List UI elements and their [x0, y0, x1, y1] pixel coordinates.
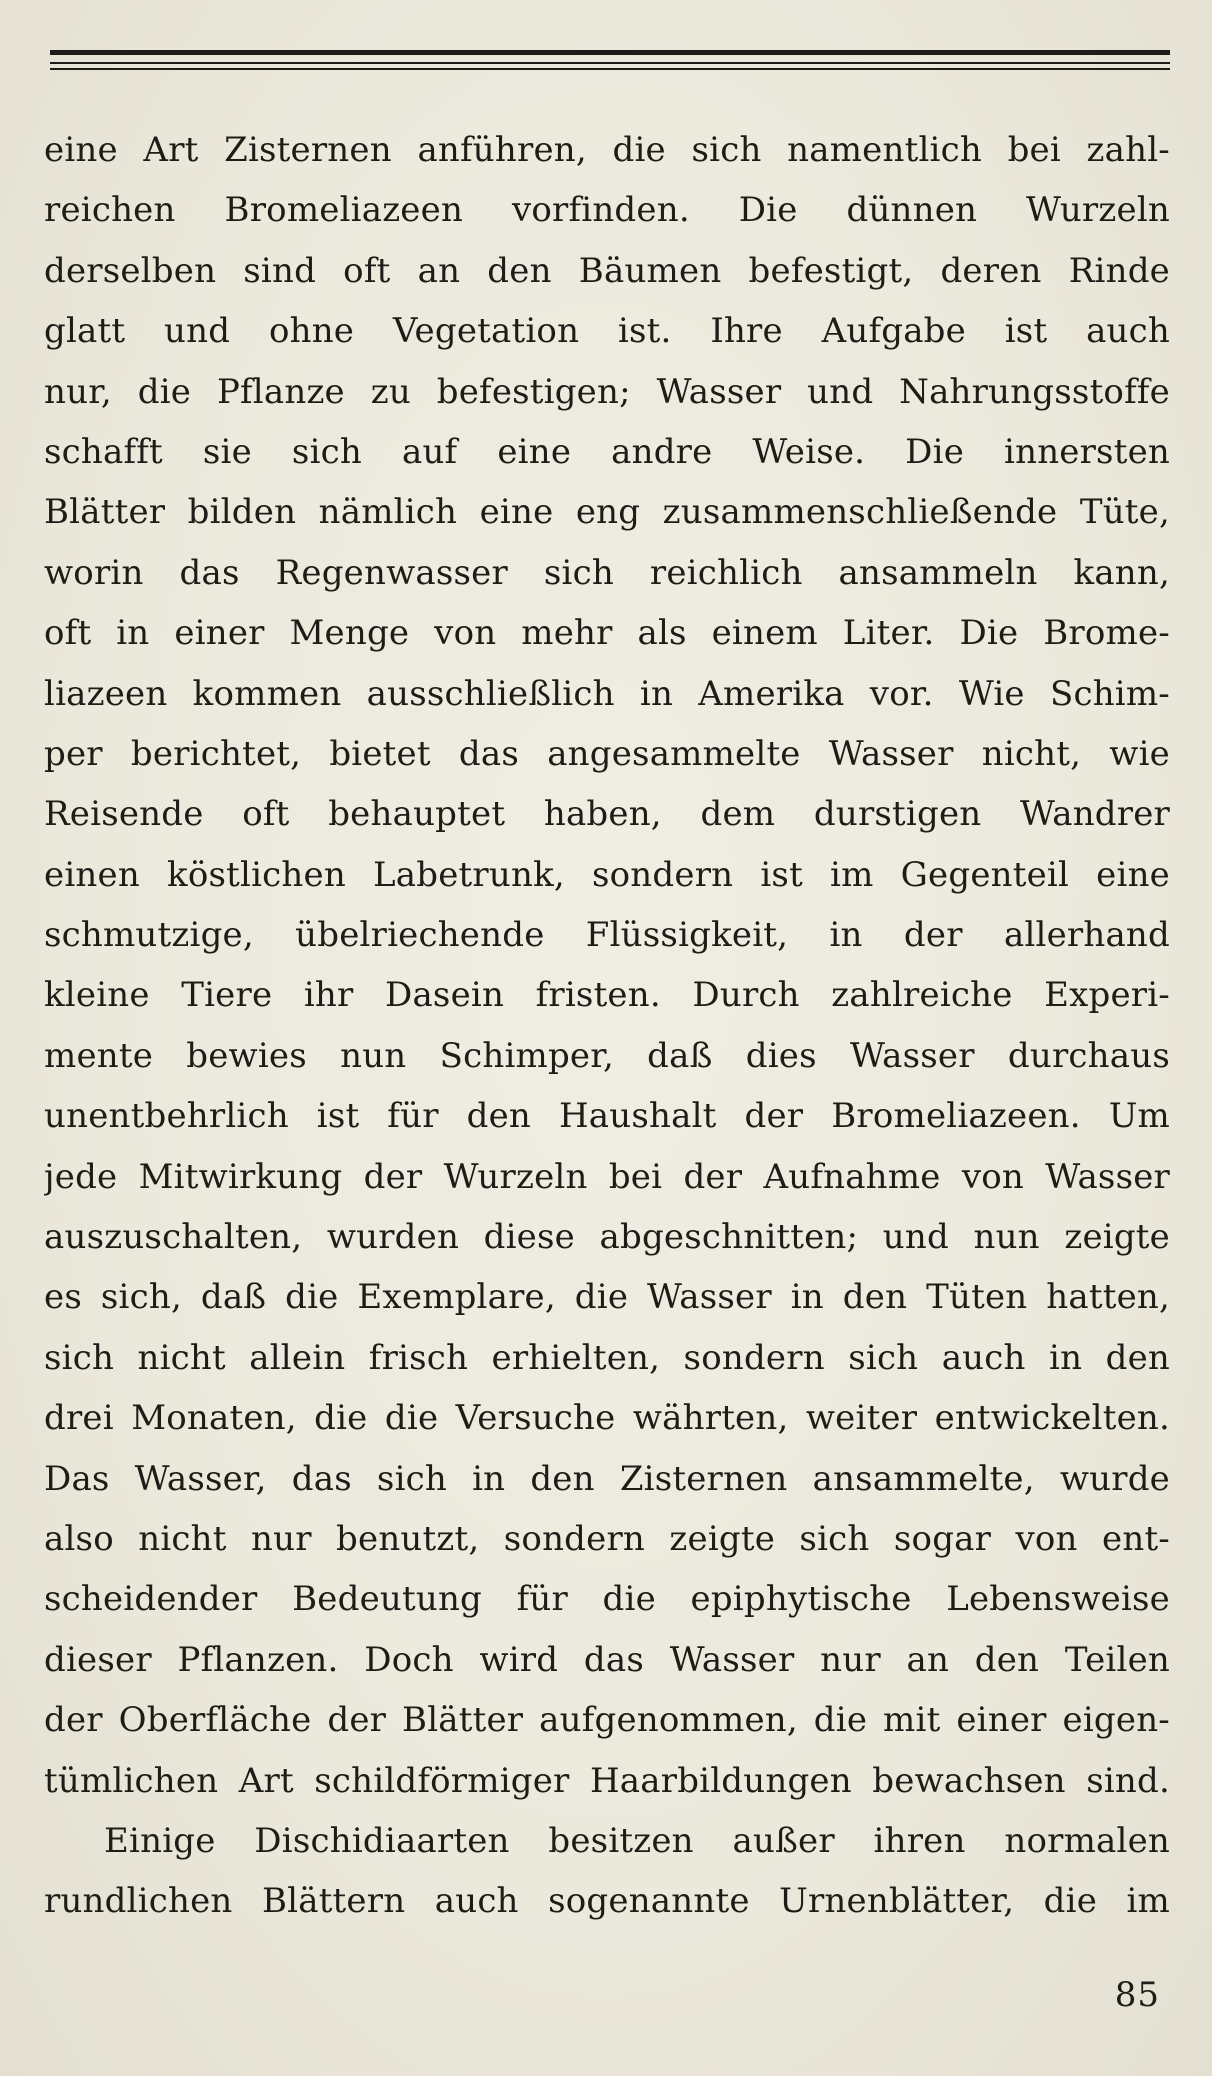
text-line: per berichtet, bietet das angesammelte Wasser nicht, wie — [44, 733, 1170, 774]
text-line: worin das Regenwasser sich reichlich ansammeln kann, — [44, 552, 1170, 593]
text-line: sich nicht allein frisch erhielten, sondern sich auch in den — [44, 1337, 1170, 1378]
text-line: dieser Pflanzen. Doch wird das Wasser nur an den Teilen — [44, 1639, 1170, 1680]
text-line: rundlichen Blättern auch sogenannte Urnenblätter, die im — [44, 1881, 1170, 1922]
header-rule — [50, 50, 1170, 74]
text-line: scheidender Bedeutung für die epiphytische Lebensweise — [44, 1579, 1170, 1620]
header-rule-thick — [50, 50, 1170, 55]
text-line: Reisende oft behauptet haben, dem durstigen Wandrer — [44, 794, 1170, 835]
text-line: der Oberfläche der Blätter aufgenommen, die mit einer eigen- — [44, 1700, 1170, 1741]
text-line: unentbehrlich ist für den Haushalt der Bromeliazeen. Um — [44, 1096, 1170, 1137]
header-rule-thin — [50, 62, 1170, 64]
body-text — [44, 120, 1170, 1932]
text-line: eine Art Zisternen anführen, die sich namentlich bei zahl- — [44, 130, 1170, 170]
text-line: auszuschalten, wurden diese abgeschnitten; und nun zeigte — [44, 1217, 1170, 1258]
text-line: mente bewies nun Schimper, daß dies Wasser durchaus — [44, 1035, 1170, 1076]
text-line: Das Wasser, das sich in den Zisternen ansammelte, wurde — [44, 1458, 1170, 1499]
text-line-paragraph-start: Einige Dischidiaarten besitzen außer ihren normalen — [104, 1820, 1170, 1861]
text-line: tümlichen Art schildförmiger Haarbildungen bewachsen sind. — [44, 1760, 1170, 1801]
text-line: schafft sie sich auf eine andre Weise. Die innersten — [44, 431, 1170, 472]
text-line: schmutzige, übelriechende Flüssigkeit, in der allerhand — [44, 915, 1170, 956]
text-line: Blätter bilden nämlich eine eng zusammenschließende Tüte, — [44, 492, 1170, 533]
text-line: glatt und ohne Vegetation ist. Ihre Aufgabe ist auch — [44, 311, 1170, 352]
text-line: kleine Tiere ihr Dasein fristen. Durch zahlreiche Experi- — [44, 975, 1170, 1016]
text-line: drei Monaten, die die Versuche währten, weiter entwickelten. — [44, 1398, 1170, 1439]
text-line: oft in einer Menge von mehr als einem Liter. Die Brome- — [44, 613, 1170, 654]
header-rule-thin-lower — [50, 68, 1170, 70]
text-line: also nicht nur benutzt, sondern zeigte sich sogar von ent- — [44, 1518, 1170, 1559]
text-line: liazeen kommen ausschließlich in Amerika vor. Wie Schim- — [44, 673, 1170, 714]
text-line: derselben sind oft an den Bäumen befestigt, deren Rinde — [44, 250, 1170, 291]
text-line: einen köstlichen Labetrunk, sondern ist im Gegenteil eine — [44, 854, 1170, 895]
text-line: jede Mitwirkung der Wurzeln bei der Aufnahme von Wasser — [44, 1156, 1170, 1197]
text-line: es sich, daß die Exemplare, die Wasser in den Tüten hatten, — [44, 1277, 1170, 1318]
page-number: 85 — [1114, 1975, 1160, 2015]
text-line: nur, die Pflanze zu befestigen; Wasser und Nahrungsstoffe — [44, 371, 1170, 412]
text-line: reichen Bromeliazeen vorfinden. Die dünnen Wurzeln — [44, 190, 1170, 231]
